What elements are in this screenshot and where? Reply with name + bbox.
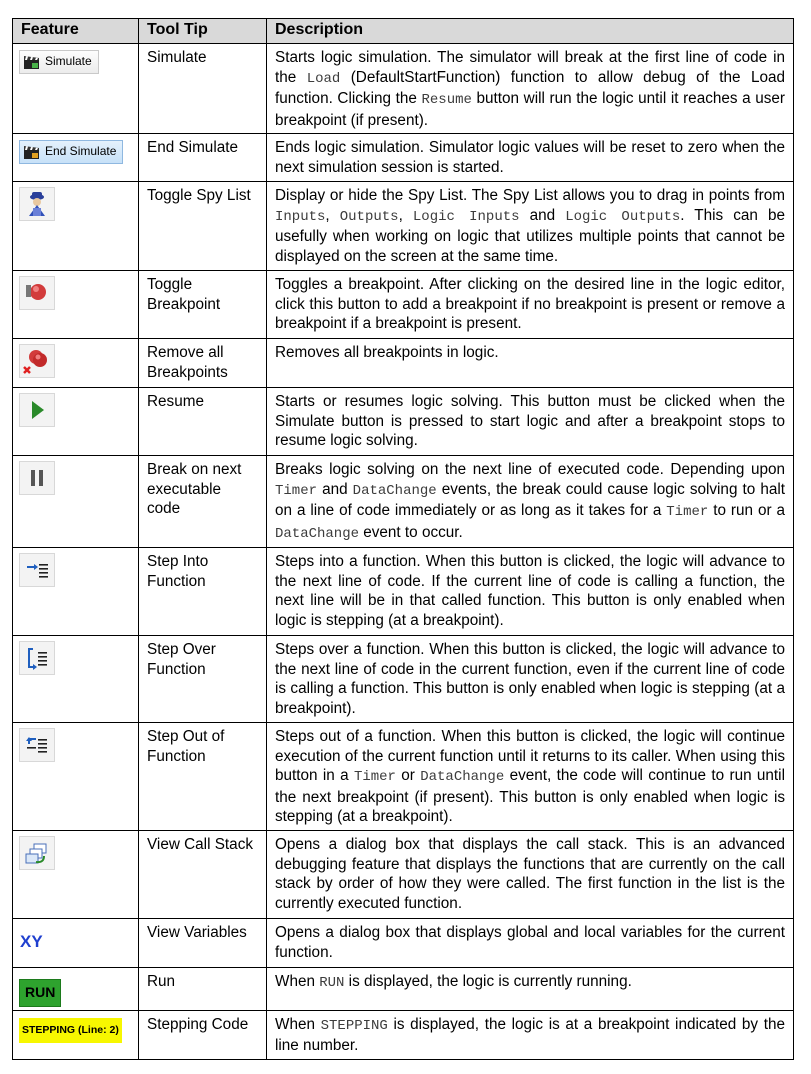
header-description: Description — [267, 19, 794, 44]
resume-play-icon — [20, 394, 54, 426]
desc-text: , — [325, 206, 340, 224]
table-row — [13, 271, 794, 339]
tooltip-cell: Break on next executable code — [139, 456, 267, 548]
desc-text: Starts or resumes logic solving. This button must be clicked when the Simulate button is pressed to start logic and after a breakpoint stops to resume logic solving. — [275, 393, 785, 449]
feature-table-container — [12, 18, 793, 1060]
feature-table — [12, 18, 794, 1060]
tooltip-cell: Stepping Code — [139, 1010, 267, 1059]
code-timer: Timer — [275, 482, 318, 499]
tooltip-cell: Resume — [139, 388, 267, 456]
desc-text: Steps into a function. When this button is clicked, the logic will advance to the next line of code. If the current line of code is calling a function, the next line will be in that called function. This button is only enabled when logic is stepping (at a breakpoint). — [275, 553, 785, 629]
simulate-button[interactable] — [19, 50, 99, 74]
tooltip-cell: View Call Stack — [139, 831, 267, 919]
feature-cell — [13, 339, 139, 388]
feature-cell — [13, 388, 139, 456]
table-row — [13, 1010, 794, 1059]
pause-icon — [20, 462, 54, 494]
desc-text: Breaks logic solving on the next line of executed code. Depending upon — [275, 461, 785, 478]
code-outputs: Outputs — [339, 208, 399, 225]
step-out-button[interactable] — [19, 728, 55, 762]
description-cell — [267, 548, 794, 636]
description-cell — [267, 388, 794, 456]
table-row — [13, 456, 794, 548]
desc-text: event to occur. — [359, 523, 463, 541]
toggle-breakpoint-icon — [20, 277, 54, 309]
end-simulate-button[interactable] — [19, 140, 123, 164]
table-row — [13, 831, 794, 919]
table-row — [13, 968, 794, 1011]
tooltip-cell: Simulate — [139, 44, 267, 134]
feature-cell — [13, 456, 139, 548]
remove-all-breakpoints-button[interactable] — [19, 344, 55, 378]
desc-text: Steps over a function. When this button is clicked, the logic will advance to the next line of code in the current function, even if the current line of code is calling a function. This button is only enabled when logic is stepping (at a breakpoint). — [275, 641, 785, 717]
call-stack-icon — [20, 837, 54, 869]
description-cell — [267, 182, 794, 271]
tooltip-cell: Remove all Breakpoints — [139, 339, 267, 388]
code-logic-outputs: Logic Outputs — [565, 208, 681, 225]
step-out-icon — [20, 729, 54, 761]
tooltip-cell: Toggle Breakpoint — [139, 271, 267, 339]
code-logic-inputs: Logic Inputs — [412, 208, 520, 225]
desc-text: Starts logic simulation. The simulator will break at the first line of code in the — [275, 49, 785, 86]
tooltip-cell: Run — [139, 968, 267, 1011]
table-row — [13, 182, 794, 271]
desc-text: and — [317, 480, 353, 498]
desc-text: . This can be usefully when working on logic that utilizes multiple points that cannot be displayed on the screen at the same time. — [275, 206, 786, 265]
end-simulate-clapper-icon — [23, 145, 41, 160]
code-datachange: DataChange — [275, 525, 360, 542]
description-cell — [267, 723, 794, 831]
feature-cell — [13, 831, 139, 919]
code-datachange: DataChange — [352, 482, 437, 499]
desc-text: event, the code will continue to run until the next breakpoint (if present). This button is only enabled when logic is stepping (at a breakpoint). — [275, 767, 785, 825]
desc-text: When — [275, 973, 320, 990]
step-into-icon — [20, 554, 54, 586]
header-tooltip: Tool Tip — [139, 19, 267, 44]
feature-cell — [13, 182, 139, 271]
desc-text: events, the break could cause logic solving to halt on a line of code immediately or as long as it takes for a — [275, 480, 785, 519]
desc-text: or — [395, 767, 421, 784]
view-call-stack-button[interactable] — [19, 836, 55, 870]
desc-text: and — [519, 206, 566, 224]
feature-cell — [13, 44, 139, 134]
code-run: RUN — [319, 975, 345, 991]
feature-cell — [13, 271, 139, 339]
desc-text: to run or a — [708, 502, 785, 519]
step-into-button[interactable] — [19, 553, 55, 587]
desc-text: Opens a dialog box that displays the call stack. This is an advanced debugging feature that displays the functions that are currently on the call stack by order of how they were called. The first function in the list is the currently executed function. — [275, 836, 785, 912]
code-inputs: Inputs — [275, 208, 326, 225]
table-row — [13, 636, 794, 723]
table-row — [13, 723, 794, 831]
code-timer: Timer — [666, 504, 709, 520]
spy-icon — [20, 188, 54, 220]
resume-button[interactable] — [19, 393, 55, 427]
feature-cell — [13, 548, 139, 636]
feature-cell — [13, 1010, 139, 1059]
stepping-status-badge: STEPPING (Line: 2) — [19, 1018, 122, 1044]
description-cell — [267, 339, 794, 388]
table-row — [13, 44, 794, 134]
code-stepping: STEPPING — [320, 1017, 388, 1034]
code-load: Load — [306, 70, 341, 87]
desc-text: Opens a dialog box that displays global and local variables for the current function. — [275, 924, 785, 961]
description-cell — [267, 636, 794, 723]
desc-text: is displayed, the logic is currently running. — [344, 973, 632, 990]
description-cell — [267, 44, 794, 134]
desc-text: button will run the logic until it reaches a user breakpoint (if present). — [275, 90, 785, 129]
table-row — [13, 548, 794, 636]
code-timer: Timer — [353, 769, 396, 785]
feature-cell — [13, 723, 139, 831]
description-cell — [267, 271, 794, 339]
table-row — [13, 134, 794, 182]
desc-text: When — [275, 1015, 321, 1033]
tooltip-cell: Step Over Function — [139, 636, 267, 723]
code-resume: Resume — [421, 92, 472, 108]
tooltip-cell: Step Out of Function — [139, 723, 267, 831]
desc-text: is displayed, the logic is at a breakpoint indicated by the line number. — [275, 1015, 785, 1054]
table-row — [13, 339, 794, 388]
tooltip-cell: End Simulate — [139, 134, 267, 182]
desc-text: Display or hide the Spy List. The Spy List allows you to drag in points from — [275, 187, 785, 204]
break-button[interactable] — [19, 461, 55, 495]
description-cell — [267, 1010, 794, 1059]
header-feature: Feature — [13, 19, 139, 44]
table-row — [13, 388, 794, 456]
desc-text: Ends logic simulation. Simulator logic values will be reset to zero when the next simulation session is started. — [275, 139, 785, 176]
description-cell — [267, 831, 794, 919]
code-datachange: DataChange — [420, 769, 505, 785]
toggle-breakpoint-button[interactable] — [19, 276, 55, 310]
desc-text: Steps out of a function. When this button is clicked, the logic will continue execution of the current function until it returns to its caller. When using this button in a — [275, 728, 785, 784]
description-cell — [267, 968, 794, 1011]
table-row — [13, 919, 794, 968]
desc-text: Toggles a breakpoint. After clicking on the desired line in the logic editor, click this button to add a breakpoint if no breakpoint is present or remove a breakpoint if a breakpoint is present. — [275, 276, 785, 332]
tooltip-cell: Step Into Function — [139, 548, 267, 636]
view-variables-icon[interactable]: XY — [20, 932, 43, 951]
feature-cell — [13, 968, 139, 1011]
tooltip-cell: View Variables — [139, 919, 267, 968]
simulate-button-label: Simulate — [45, 54, 92, 69]
desc-text: Removes all breakpoints in logic. — [275, 344, 499, 361]
simulate-clapper-icon — [23, 55, 41, 70]
step-over-button[interactable] — [19, 641, 55, 675]
description-cell — [267, 919, 794, 968]
feature-cell — [13, 919, 139, 968]
feature-cell — [13, 134, 139, 182]
table-header-row — [13, 19, 794, 44]
step-over-icon — [20, 642, 54, 674]
run-status-badge: RUN — [19, 979, 61, 1007]
description-cell — [267, 456, 794, 548]
feature-cell — [13, 636, 139, 723]
toggle-spy-list-button[interactable] — [19, 187, 55, 221]
remove-breakpoints-icon — [20, 345, 54, 377]
description-cell — [267, 134, 794, 182]
tooltip-cell: Toggle Spy List — [139, 182, 267, 271]
desc-text: , — [398, 206, 413, 224]
desc-text: (DefaultStartFunction) function to allow debug of the Load function. Clicking the — [275, 68, 785, 107]
end-simulate-button-label: End Simulate — [45, 144, 117, 159]
